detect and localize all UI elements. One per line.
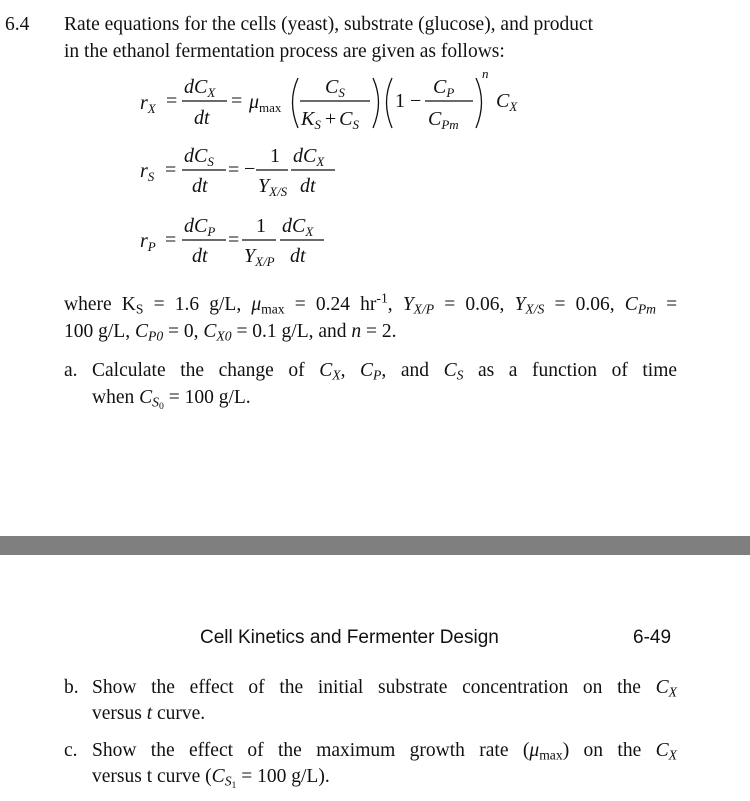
eq1-tail: $C_X$	[496, 90, 518, 114]
eq1-frac1-num: $dC_X$	[184, 76, 216, 100]
rate-equation-cells	[130, 66, 550, 146]
eq2-frac3-num: $dC_X$	[293, 145, 325, 169]
parameters-line-2: 100 g/L, $C_{P0} = 0$, $C_{X0} = 0.1$ g/L, and n = 2.	[64, 321, 397, 344]
part-a-line-2: when $C_{S0} = 100$ g/L.	[92, 387, 251, 412]
eq1-mu: $\mu_{max}$	[249, 91, 282, 115]
rate-equation-product	[130, 210, 390, 278]
eq2-frac1-num: $dC_S$	[184, 145, 214, 169]
eq3-frac2-num: 1	[256, 215, 266, 237]
part-c-line-1: Show the effect of the maximum growth rate $(\mu_{max})$ on the $C_X$	[92, 740, 678, 763]
chapter-title: Cell Kinetics and Fermenter Design	[200, 627, 499, 648]
part-c-line-2: versus t curve ($C_{S1} = 100$ g/L).	[92, 766, 330, 791]
eq1-frac3-num: $C_P$	[433, 76, 455, 100]
eq1-paren-open-1	[293, 78, 299, 128]
eq1-frac2-den: $K_S + C_S$	[301, 108, 359, 132]
parameters-line-1: where $K_S = 1.6$ g/L, $\mu_{max} = 0.24$ $hr^{-1}$, $Y_{X/P} = 0.06$, $Y_{X/S} = 0.06$, $C_{Pm}$ =	[64, 290, 678, 317]
eq2-lhs: $r_S$	[140, 160, 155, 184]
eq3-frac3-den: dt	[290, 245, 306, 267]
eq2-frac3-den: dt	[300, 175, 316, 197]
eq3-frac2-den: $Y_{X/P}$	[244, 245, 275, 269]
eq3-equals-2: =	[228, 229, 240, 251]
eq2-frac2-num: 1	[270, 145, 280, 167]
part-b-line-2: versus t curve.	[92, 703, 206, 724]
problem-intro-line-2: in the ethanol fermentation process are given as follows:	[64, 41, 505, 62]
part-b-line-1: Show the effect of the initial substrate concentration on the $C_X$	[92, 677, 678, 700]
eq3-lhs: $r_P$	[140, 230, 156, 254]
eq1-exponent: n	[482, 66, 489, 81]
problem-intro-line-1: Rate equations for the cells (yeast), substrate (glucose), and product	[64, 14, 594, 35]
eq2-frac1-den: dt	[192, 175, 208, 197]
page-number: 6-49	[633, 627, 672, 648]
part-b-marker: b.	[64, 677, 79, 698]
problem-number: 6.4	[5, 14, 30, 35]
eq2-frac2-den: $Y_{X/S}$	[258, 175, 288, 199]
part-c-marker: c.	[64, 740, 78, 761]
rate-equation-substrate	[130, 140, 390, 208]
eq1-paren-open-2	[387, 78, 393, 128]
eq1-frac3-den: $C_{Pm}$	[428, 108, 459, 132]
eq1-paren-close-1	[373, 78, 379, 128]
eq1-one-minus: 1 −	[395, 90, 422, 112]
page-break-band	[0, 536, 750, 555]
eq1-equals-1: =	[166, 90, 178, 112]
eq2-equals-2: =	[228, 159, 240, 181]
eq1-equals-2: =	[231, 90, 243, 112]
eq1-frac2-num: $C_S$	[325, 76, 345, 100]
eq1-frac1-den: dt	[194, 107, 210, 129]
eq1-paren-close-2	[476, 78, 482, 128]
eq1-lhs: $r_X$	[140, 92, 156, 116]
eq3-frac3-num: $dC_X$	[282, 215, 314, 239]
part-a-marker: a.	[64, 360, 78, 381]
eq2-minus: −	[244, 158, 256, 180]
eq3-equals-1: =	[165, 229, 177, 251]
eq3-frac1-den: dt	[192, 245, 208, 267]
part-a-line-1: Calculate the change of $C_X$, $C_P$, and $C_S$ as a function of time	[92, 360, 678, 383]
eq2-equals-1: =	[165, 159, 177, 181]
eq3-frac1-num: $dC_P$	[184, 215, 216, 239]
